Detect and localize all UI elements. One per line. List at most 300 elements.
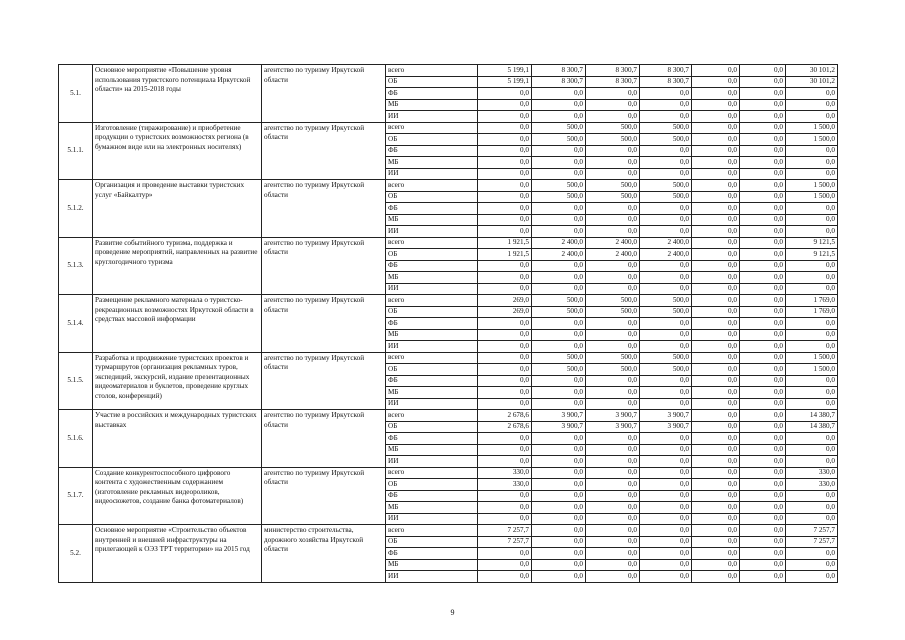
- amount-cell: 0,0: [586, 145, 640, 157]
- amount-cell: 0,0: [532, 398, 586, 410]
- amount-cell: 500,0: [532, 122, 586, 134]
- amount-cell: 3 900,7: [640, 421, 692, 433]
- amount-cell: 0,0: [786, 260, 838, 272]
- amount-cell: 0,0: [640, 214, 692, 226]
- amount-cell: 0,0: [786, 272, 838, 284]
- amount-cell: 0,0: [478, 329, 532, 341]
- amount-cell: 0,0: [786, 283, 838, 295]
- amount-cell: 0,0: [786, 433, 838, 445]
- amount-cell: 0,0: [740, 479, 786, 491]
- amount-cell: 0,0: [478, 145, 532, 157]
- amount-cell: 0,0: [586, 226, 640, 238]
- funding-table: [58, 64, 838, 583]
- amount-cell: 0,0: [740, 272, 786, 284]
- amount-cell: 0,0: [692, 272, 740, 284]
- amount-cell: 0,0: [740, 548, 786, 560]
- amount-cell: 0,0: [740, 306, 786, 318]
- amount-cell: 0,0: [586, 260, 640, 272]
- amount-cell: 0,0: [478, 559, 532, 571]
- amount-cell: 0,0: [478, 444, 532, 456]
- amount-cell: 0,0: [692, 76, 740, 88]
- amount-cell: 0,0: [532, 272, 586, 284]
- amount-cell: 1 921,5: [478, 237, 532, 249]
- amount-cell: 0,0: [586, 502, 640, 514]
- amount-cell: 2 678,6: [478, 421, 532, 433]
- item-executor: министерство строительства, дорожного хозяйства Иркутской области: [262, 525, 386, 583]
- amount-cell: 0,0: [786, 99, 838, 111]
- amount-cell: 0,0: [532, 111, 586, 123]
- amount-cell: 0,0: [740, 168, 786, 180]
- amount-cell: 0,0: [640, 226, 692, 238]
- amount-cell: 0,0: [640, 525, 692, 537]
- funding-source: всего: [386, 295, 478, 307]
- amount-cell: 0,0: [740, 559, 786, 571]
- amount-cell: 0,0: [786, 456, 838, 468]
- amount-cell: 0,0: [478, 191, 532, 203]
- amount-cell: 500,0: [586, 191, 640, 203]
- amount-cell: 0,0: [692, 318, 740, 330]
- amount-cell: 0,0: [478, 456, 532, 468]
- item-code: 5.1.1.: [59, 122, 93, 180]
- amount-cell: 0,0: [532, 168, 586, 180]
- amount-cell: 5 199,1: [478, 76, 532, 88]
- amount-cell: 0,0: [740, 191, 786, 203]
- amount-cell: 500,0: [586, 134, 640, 146]
- amount-cell: 0,0: [692, 134, 740, 146]
- amount-cell: 0,0: [586, 513, 640, 525]
- amount-cell: 330,0: [786, 479, 838, 491]
- amount-cell: 0,0: [786, 444, 838, 456]
- amount-cell: 0,0: [478, 99, 532, 111]
- item-name: Участие в российских и международных туристских выставках: [93, 410, 262, 468]
- amount-cell: 0,0: [692, 168, 740, 180]
- amount-cell: 0,0: [740, 76, 786, 88]
- amount-cell: 0,0: [478, 203, 532, 215]
- amount-cell: 0,0: [786, 88, 838, 100]
- funding-source: ИИ: [386, 226, 478, 238]
- amount-cell: 0,0: [586, 433, 640, 445]
- amount-cell: 0,0: [740, 99, 786, 111]
- funding-source: всего: [386, 467, 478, 479]
- amount-cell: 0,0: [586, 536, 640, 548]
- amount-cell: 0,0: [786, 214, 838, 226]
- funding-source: ФБ: [386, 433, 478, 445]
- amount-cell: 0,0: [478, 398, 532, 410]
- amount-cell: 0,0: [786, 387, 838, 399]
- amount-cell: 0,0: [640, 456, 692, 468]
- amount-cell: 500,0: [640, 180, 692, 192]
- amount-cell: 0,0: [640, 260, 692, 272]
- item-code: 5.2.: [59, 525, 93, 583]
- amount-cell: 30 101,2: [786, 76, 838, 88]
- amount-cell: 0,0: [740, 237, 786, 249]
- amount-cell: 330,0: [478, 467, 532, 479]
- amount-cell: 14 380,7: [786, 421, 838, 433]
- item-name: Организация и проведение выставки туристских услуг «Байкалтур»: [93, 180, 262, 238]
- table-row: [59, 467, 838, 479]
- amount-cell: 0,0: [478, 364, 532, 376]
- amount-cell: 7 257,7: [478, 525, 532, 537]
- amount-cell: 0,0: [532, 571, 586, 583]
- amount-cell: 0,0: [586, 111, 640, 123]
- amount-cell: 500,0: [532, 134, 586, 146]
- amount-cell: 0,0: [478, 111, 532, 123]
- amount-cell: 0,0: [586, 99, 640, 111]
- amount-cell: 2 400,0: [640, 249, 692, 261]
- amount-cell: 8 300,7: [586, 76, 640, 88]
- amount-cell: 0,0: [692, 249, 740, 261]
- amount-cell: 0,0: [740, 134, 786, 146]
- funding-source: ОБ: [386, 306, 478, 318]
- amount-cell: 0,0: [586, 525, 640, 537]
- funding-source: ОБ: [386, 76, 478, 88]
- amount-cell: 0,0: [692, 444, 740, 456]
- amount-cell: 0,0: [740, 421, 786, 433]
- amount-cell: 0,0: [740, 398, 786, 410]
- amount-cell: 2 400,0: [586, 249, 640, 261]
- amount-cell: 0,0: [640, 341, 692, 353]
- amount-cell: 0,0: [786, 226, 838, 238]
- amount-cell: 0,0: [786, 548, 838, 560]
- funding-source: ФБ: [386, 88, 478, 100]
- table-row: [59, 410, 838, 422]
- amount-cell: 0,0: [740, 145, 786, 157]
- funding-source: ИИ: [386, 513, 478, 525]
- funding-source: ИИ: [386, 111, 478, 123]
- item-code: 5.1.5.: [59, 352, 93, 410]
- amount-cell: 0,0: [478, 134, 532, 146]
- amount-cell: 500,0: [586, 364, 640, 376]
- amount-cell: 0,0: [740, 387, 786, 399]
- amount-cell: 0,0: [692, 65, 740, 77]
- amount-cell: 14 380,7: [786, 410, 838, 422]
- amount-cell: 0,0: [586, 479, 640, 491]
- amount-cell: 5 199,1: [478, 65, 532, 77]
- amount-cell: 0,0: [532, 157, 586, 169]
- amount-cell: 9 121,5: [786, 237, 838, 249]
- funding-source: ОБ: [386, 134, 478, 146]
- amount-cell: 0,0: [692, 513, 740, 525]
- amount-cell: 2 400,0: [640, 237, 692, 249]
- amount-cell: 500,0: [532, 352, 586, 364]
- amount-cell: 7 257,7: [786, 536, 838, 548]
- page-number: 9: [450, 608, 455, 617]
- amount-cell: 8 300,7: [532, 65, 586, 77]
- amount-cell: 3 900,7: [532, 410, 586, 422]
- amount-cell: 500,0: [640, 352, 692, 364]
- amount-cell: 0,0: [692, 191, 740, 203]
- amount-cell: 0,0: [640, 571, 692, 583]
- funding-source: ИИ: [386, 341, 478, 353]
- amount-cell: 0,0: [478, 226, 532, 238]
- amount-cell: 0,0: [740, 111, 786, 123]
- table-row: [59, 525, 838, 537]
- amount-cell: 0,0: [692, 479, 740, 491]
- amount-cell: 500,0: [586, 295, 640, 307]
- amount-cell: 0,0: [692, 490, 740, 502]
- amount-cell: 0,0: [740, 295, 786, 307]
- amount-cell: 0,0: [692, 341, 740, 353]
- funding-source: ФБ: [386, 375, 478, 387]
- funding-source: ОБ: [386, 191, 478, 203]
- amount-cell: 0,0: [692, 237, 740, 249]
- amount-cell: 0,0: [532, 536, 586, 548]
- amount-cell: 0,0: [640, 318, 692, 330]
- amount-cell: 0,0: [586, 157, 640, 169]
- amount-cell: 0,0: [786, 168, 838, 180]
- amount-cell: 7 257,7: [786, 525, 838, 537]
- amount-cell: 0,0: [478, 341, 532, 353]
- amount-cell: 0,0: [692, 260, 740, 272]
- amount-cell: 500,0: [532, 364, 586, 376]
- funding-source: МБ: [386, 444, 478, 456]
- table-row: [59, 122, 838, 134]
- amount-cell: 0,0: [640, 283, 692, 295]
- amount-cell: 0,0: [586, 387, 640, 399]
- amount-cell: 0,0: [586, 168, 640, 180]
- amount-cell: 0,0: [740, 571, 786, 583]
- amount-cell: 0,0: [586, 329, 640, 341]
- amount-cell: 0,0: [740, 318, 786, 330]
- amount-cell: 0,0: [640, 88, 692, 100]
- amount-cell: 0,0: [692, 203, 740, 215]
- amount-cell: 8 300,7: [586, 65, 640, 77]
- amount-cell: 0,0: [478, 168, 532, 180]
- amount-cell: 0,0: [692, 283, 740, 295]
- amount-cell: 3 900,7: [640, 410, 692, 422]
- amount-cell: 0,0: [640, 513, 692, 525]
- amount-cell: 0,0: [640, 548, 692, 560]
- amount-cell: 0,0: [478, 260, 532, 272]
- item-code: 5.1.7.: [59, 467, 93, 525]
- amount-cell: 0,0: [478, 157, 532, 169]
- amount-cell: 0,0: [786, 111, 838, 123]
- amount-cell: 0,0: [786, 157, 838, 169]
- amount-cell: 0,0: [478, 272, 532, 284]
- amount-cell: 0,0: [478, 214, 532, 226]
- amount-cell: 0,0: [532, 329, 586, 341]
- funding-source: МБ: [386, 329, 478, 341]
- amount-cell: 0,0: [740, 456, 786, 468]
- amount-cell: 0,0: [740, 502, 786, 514]
- amount-cell: 0,0: [640, 272, 692, 284]
- amount-cell: 0,0: [640, 467, 692, 479]
- amount-cell: 0,0: [740, 203, 786, 215]
- amount-cell: 0,0: [692, 352, 740, 364]
- amount-cell: 0,0: [532, 203, 586, 215]
- amount-cell: 0,0: [478, 513, 532, 525]
- amount-cell: 0,0: [786, 375, 838, 387]
- amount-cell: 2 400,0: [532, 237, 586, 249]
- amount-cell: 0,0: [478, 502, 532, 514]
- amount-cell: 0,0: [786, 490, 838, 502]
- amount-cell: 0,0: [586, 398, 640, 410]
- funding-source: ОБ: [386, 536, 478, 548]
- item-name: Размещение рекламного материала о туристско-рекреационных возможностях Иркутской области в средствах массовой информации: [93, 295, 262, 353]
- amount-cell: 0,0: [786, 502, 838, 514]
- funding-source: МБ: [386, 387, 478, 399]
- amount-cell: 0,0: [478, 375, 532, 387]
- funding-source: МБ: [386, 559, 478, 571]
- item-executor: агентство по туризму Иркутской области: [262, 122, 386, 180]
- amount-cell: 0,0: [640, 375, 692, 387]
- amount-cell: 0,0: [692, 214, 740, 226]
- amount-cell: 0,0: [692, 467, 740, 479]
- amount-cell: 0,0: [640, 502, 692, 514]
- amount-cell: 500,0: [640, 191, 692, 203]
- amount-cell: 0,0: [740, 180, 786, 192]
- amount-cell: 0,0: [532, 456, 586, 468]
- amount-cell: 0,0: [692, 559, 740, 571]
- amount-cell: 0,0: [640, 111, 692, 123]
- amount-cell: 0,0: [740, 490, 786, 502]
- amount-cell: 0,0: [692, 99, 740, 111]
- amount-cell: 0,0: [532, 479, 586, 491]
- amount-cell: 0,0: [532, 525, 586, 537]
- amount-cell: 0,0: [586, 548, 640, 560]
- funding-source: ОБ: [386, 479, 478, 491]
- amount-cell: 0,0: [740, 157, 786, 169]
- amount-cell: 500,0: [586, 180, 640, 192]
- amount-cell: 0,0: [586, 490, 640, 502]
- amount-cell: 0,0: [640, 168, 692, 180]
- funding-source: ИИ: [386, 571, 478, 583]
- amount-cell: 0,0: [786, 203, 838, 215]
- amount-cell: 0,0: [786, 329, 838, 341]
- item-executor: агентство по туризму Иркутской области: [262, 65, 386, 123]
- amount-cell: 0,0: [478, 180, 532, 192]
- amount-cell: 0,0: [692, 145, 740, 157]
- amount-cell: 0,0: [740, 536, 786, 548]
- amount-cell: 0,0: [692, 88, 740, 100]
- amount-cell: 0,0: [640, 157, 692, 169]
- funding-source: ИИ: [386, 168, 478, 180]
- amount-cell: 8 300,7: [640, 76, 692, 88]
- item-name: Изготовление (тиражирование) и приобретение продукции о туристских возможностях региона (в бумажном виде или на электронных носителях): [93, 122, 262, 180]
- amount-cell: 0,0: [692, 525, 740, 537]
- amount-cell: 0,0: [478, 352, 532, 364]
- amount-cell: 1 921,5: [478, 249, 532, 261]
- amount-cell: 0,0: [478, 283, 532, 295]
- amount-cell: 500,0: [532, 295, 586, 307]
- amount-cell: 0,0: [740, 513, 786, 525]
- item-executor: агентство по туризму Иркутской области: [262, 180, 386, 238]
- amount-cell: 0,0: [692, 122, 740, 134]
- item-code: 5.1.2.: [59, 180, 93, 238]
- amount-cell: 0,0: [640, 398, 692, 410]
- funding-source: ИИ: [386, 456, 478, 468]
- amount-cell: 330,0: [786, 467, 838, 479]
- amount-cell: 0,0: [786, 145, 838, 157]
- item-code: 5.1.3.: [59, 237, 93, 295]
- amount-cell: 0,0: [692, 295, 740, 307]
- amount-cell: 0,0: [692, 410, 740, 422]
- amount-cell: 500,0: [640, 122, 692, 134]
- amount-cell: 3 900,7: [586, 410, 640, 422]
- amount-cell: 0,0: [692, 157, 740, 169]
- amount-cell: 0,0: [586, 571, 640, 583]
- amount-cell: 500,0: [532, 191, 586, 203]
- amount-cell: 9 121,5: [786, 249, 838, 261]
- amount-cell: 0,0: [740, 467, 786, 479]
- table-row: [59, 65, 838, 77]
- item-executor: агентство по туризму Иркутской области: [262, 295, 386, 353]
- amount-cell: 0,0: [586, 341, 640, 353]
- table-row: [59, 295, 838, 307]
- amount-cell: 500,0: [640, 134, 692, 146]
- funding-source: всего: [386, 180, 478, 192]
- amount-cell: 0,0: [786, 571, 838, 583]
- amount-cell: 1 500,0: [786, 122, 838, 134]
- item-name: Создание конкурентоспособного цифрового контента с художественным содержанием (изготовление рекламных видеороликов, видеосюжетов, создание банка фотоматериалов): [93, 467, 262, 525]
- amount-cell: 0,0: [532, 444, 586, 456]
- table-row: [59, 237, 838, 249]
- amount-cell: 0,0: [740, 525, 786, 537]
- amount-cell: 0,0: [532, 99, 586, 111]
- amount-cell: 2 400,0: [532, 249, 586, 261]
- item-name: Разработка и продвижение туристских проектов и турмаршрутов (организация рекламных туров, экспедиций, экскурсий, издание презентационных видеоматериалов и буклетов, проведение круглых столов, конференций): [93, 352, 262, 410]
- amount-cell: 8 300,7: [532, 76, 586, 88]
- amount-cell: 0,0: [478, 490, 532, 502]
- amount-cell: 500,0: [640, 306, 692, 318]
- amount-cell: 0,0: [640, 329, 692, 341]
- funding-source: всего: [386, 525, 478, 537]
- amount-cell: 0,0: [532, 513, 586, 525]
- amount-cell: 0,0: [586, 214, 640, 226]
- funding-source: ИИ: [386, 398, 478, 410]
- amount-cell: 0,0: [740, 329, 786, 341]
- amount-cell: 0,0: [740, 249, 786, 261]
- amount-cell: 0,0: [692, 226, 740, 238]
- funding-source: ФБ: [386, 490, 478, 502]
- amount-cell: 0,0: [478, 571, 532, 583]
- amount-cell: 269,0: [478, 295, 532, 307]
- funding-source: ФБ: [386, 260, 478, 272]
- item-code: 5.1.6.: [59, 410, 93, 468]
- amount-cell: 0,0: [532, 490, 586, 502]
- amount-cell: 0,0: [640, 433, 692, 445]
- amount-cell: 0,0: [586, 203, 640, 215]
- amount-cell: 500,0: [640, 295, 692, 307]
- amount-cell: 0,0: [532, 387, 586, 399]
- funding-source: ИИ: [386, 283, 478, 295]
- funding-source: всего: [386, 410, 478, 422]
- item-name: Основное мероприятие «Строительство объектов внутренней и внешней инфраструктуры на прилегающей к ОЭЗ ТРТ территории» на 2015 год: [93, 525, 262, 583]
- amount-cell: 500,0: [586, 122, 640, 134]
- funding-source: МБ: [386, 157, 478, 169]
- funding-source: МБ: [386, 214, 478, 226]
- amount-cell: 0,0: [532, 548, 586, 560]
- amount-cell: 0,0: [692, 571, 740, 583]
- amount-cell: 500,0: [640, 364, 692, 376]
- amount-cell: 0,0: [692, 111, 740, 123]
- amount-cell: 1 500,0: [786, 191, 838, 203]
- item-executor: агентство по туризму Иркутской области: [262, 352, 386, 410]
- amount-cell: 0,0: [640, 490, 692, 502]
- amount-cell: 1 769,0: [786, 306, 838, 318]
- amount-cell: 0,0: [692, 180, 740, 192]
- amount-cell: 0,0: [586, 283, 640, 295]
- amount-cell: 0,0: [640, 559, 692, 571]
- amount-cell: 0,0: [640, 387, 692, 399]
- amount-cell: 0,0: [692, 306, 740, 318]
- amount-cell: 0,0: [692, 433, 740, 445]
- amount-cell: 0,0: [532, 559, 586, 571]
- funding-source: ФБ: [386, 203, 478, 215]
- amount-cell: 500,0: [532, 306, 586, 318]
- amount-cell: 0,0: [740, 364, 786, 376]
- funding-source: ФБ: [386, 548, 478, 560]
